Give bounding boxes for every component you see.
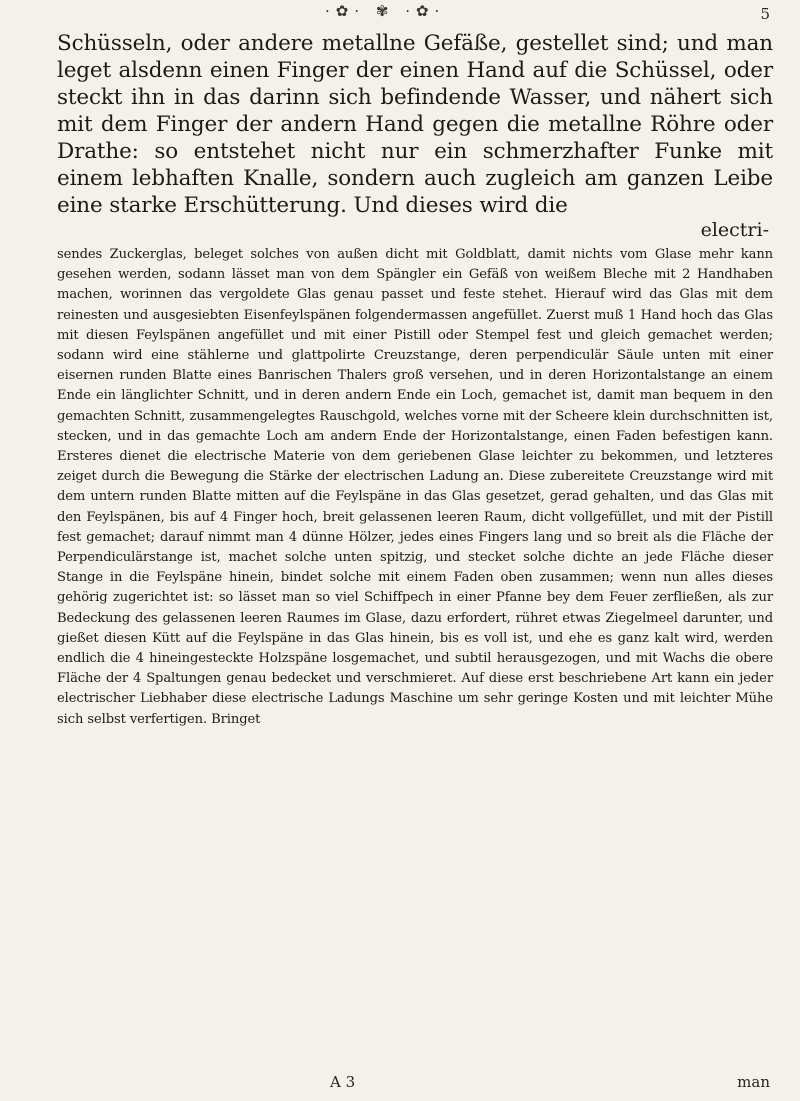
- paragraph-large: Schüsseln, oder andere metallne Gefäße, gestellet sind; und man leget alsdenn einen Finger der einen Hand auf die Schüssel, oder steckt ihn in das darinn sich befindende Wasser, und nähert sich mit dem Finger der andern Hand gegen die metallne Röhre oder Drathe: so entstehet nicht nur ein schmerzhafter Funke mit einem lebhaften Knalle, sondern auch zugleich am ganzen Leibe eine starke Erschütterung. Und dieses wird die: [57, 31, 773, 218]
- header-ornament: ·✿· ✾ ·✿·: [325, 2, 446, 20]
- catchword-top: electri-: [700, 219, 769, 241]
- page-number: 5: [760, 5, 770, 23]
- page-header: [0, 2, 800, 28]
- body-text: [57, 30, 773, 730]
- catchword-bottom: man: [737, 1073, 770, 1091]
- paragraph-small: sendes Zuckerglas, beleget solches von außen dicht mit Goldblatt, damit nichts vom Glase mehr kann gesehen werden, sodann lässet man von dem Spängler ein Gefäß von weißem Bleche mit 2 Handhaben machen, worinnen das vergoldete Glas genau passet und feste stehet. Hierauf wird das Glas mit dem reinesten und ausgesiebten Eisenfeylspänen folgendermassen angefüllet. Zuerst muß 1 Hand hoch das Glas mit diesen Feylspänen angefüllet und mit einer Pistill oder Stempel fest und gleich gemachet werden; sodann wird eine stählerne und glattpolirte Creuzstange, deren perpendiculär Säule unten mit einer eisernen runden Blatte eines Banrischen Thalers groß versehen, und in deren Horizontalstange an einem Ende ein länglichter Schnitt, und in deren andern Ende ein Loch, gemachet ist, damit man bequem in den gemachten Schnitt, zusammengelegtes Rauschgold, welches vorne mit der Scheere klein durchschnitten ist, stecken, und in das gemachte Loch am andern Ende der Horizontalstange, einen Faden befestigen kann. Ersteres dienet die electrische Materie von dem geriebenen Glase leichter zu bekommen, und letzteres zeiget durch die Bewegung die Stärke der electrischen Ladung an. Diese zubereitete Creuzstange wird mit dem untern runden Blatte mitten auf die Feylspäne in das Glas gesetzet, gerad gehalten, und das Glas mit den Feylspänen, bis auf 4 Finger hoch, breit gelassenen leeren Raum, dicht vollgefüllet, und mit der Pistill fest gemachet; darauf nimmt man 4 dünne Hölzer, jedes eines Fingers lang und so breit als die Fläche der Perpendiculärstange ist, machet solche unten spitzig, und stecket solche dichte an jede Fläche dieser Stange in die Feylspäne hinein, bindet solche mit einem Faden oben zusammen; wenn nun alles dieses gehörig zugerichtet ist: so lässet man so viel Schiffpech in einer Pfanne bey dem Feuer zerfließen, als zur Bedeckung des gelassenen leeren Raumes im Glase, dazu erfordert, rühret etwas Ziegelmeel darunter, und gießet diesen Kütt auf die Feylspäne in das Glas hinein, bis es voll ist, und ehe es ganz kalt wird, werden endlich die 4 hineingesteckte Holzspäne losgemachet, und subtil herausgezogen, und mit Wachs die obere Fläche der 4 Spaltungen genau bedecket und verschmieret. Auf diese erst beschriebene Art kann ein jeder electrischer Liebhaber diese electrische Ladungs Maschine um sehr geringe Kosten und mit leichter Mühe sich selbst verfertigen. Bringet: [57, 247, 773, 727]
- signature-mark: A 3: [330, 1073, 356, 1091]
